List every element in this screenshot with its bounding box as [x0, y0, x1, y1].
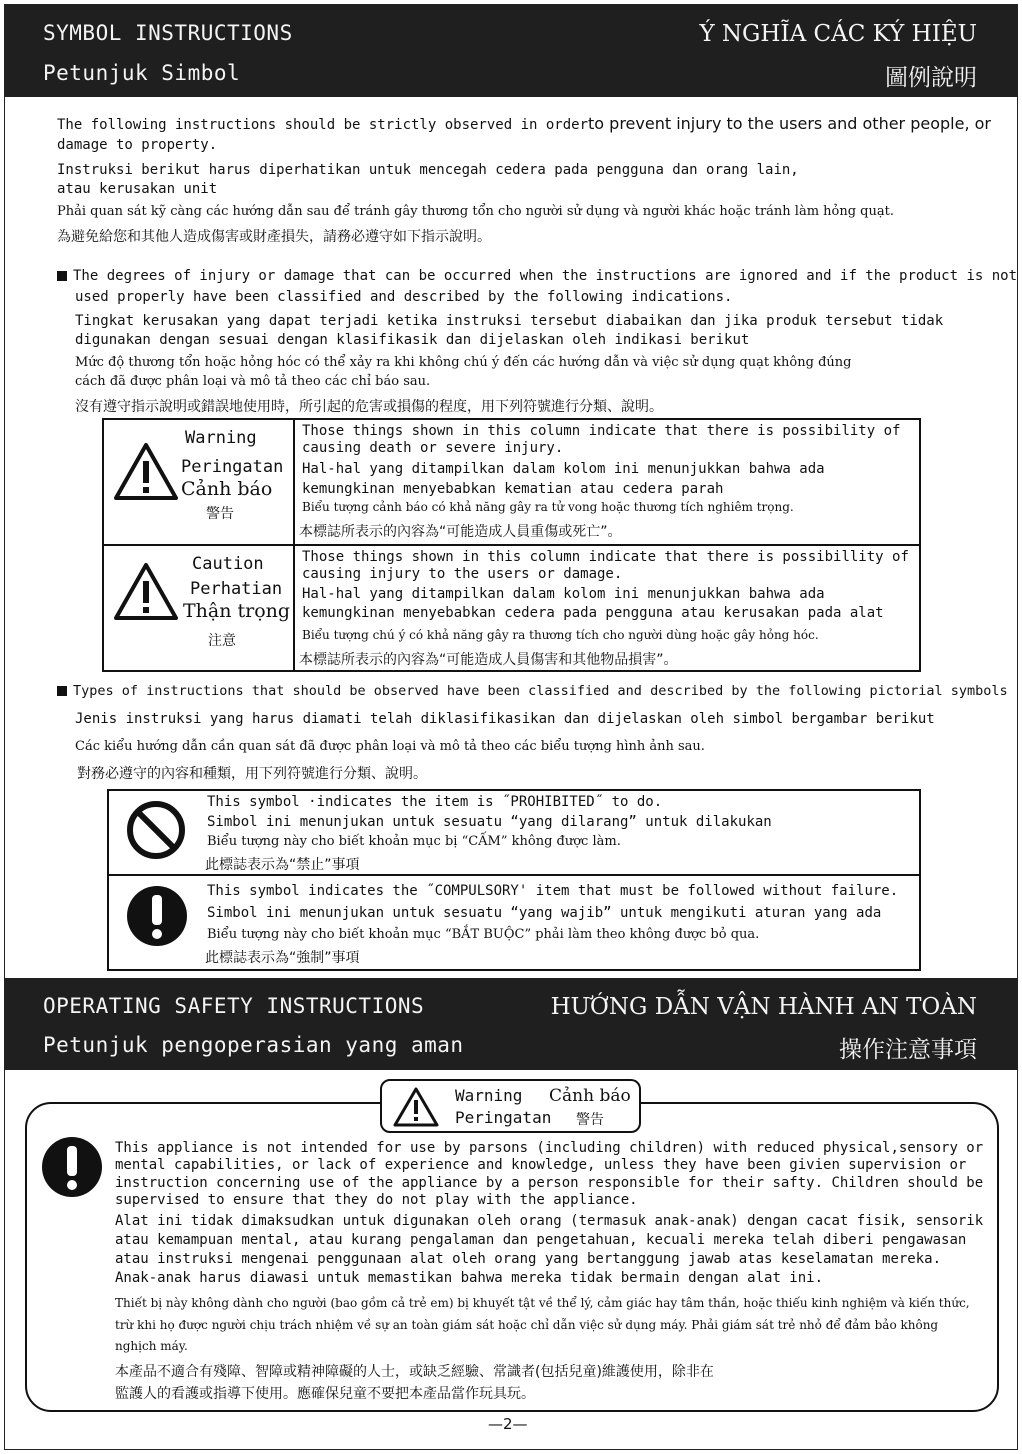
compulsory-id-line1: Simbol ini menunjukan untuk sesuatu “yang wajib” untuk mengikuti aturan yang ada: [207, 905, 882, 921]
warning-desc-zh-line1: 本標誌所表示的內容為“可能造成人員重傷或死亡”。: [299, 524, 622, 540]
header-title-en: SYMBOL INSTRUCTIONS: [43, 21, 293, 45]
header2-title-en: OPERATING SAFETY INSTRUCTIONS: [43, 994, 425, 1018]
caution-desc-en-line1: Those things shown in this column indicate that there is possibillity of: [302, 549, 909, 565]
intro-id-line2: atau kerusakan unit: [57, 181, 218, 197]
header-title-id: Petunjuk Simbol: [43, 61, 241, 85]
header2-title-id: Petunjuk pengoperasian yang aman: [43, 1033, 464, 1057]
safety-vi-line1: Thiết bị này không dành cho người (bao gồm cả trẻ em) bị khuyết tật về thể lý, cảm giác hay tâm thần, hoặc thiếu kinh nghiệm và kiến thức,: [115, 1296, 970, 1310]
safety-zh-line1: 本產品不適合有殘障、智障或精神障礙的人士，或缺乏經驗、常識者(包括兒童)維護使用，除非在: [115, 1364, 714, 1380]
warning-triangle-icon: [113, 441, 179, 501]
prohibited-en-line1: This symbol ·indicates the item is ˝PROHIBITED˝ to do.: [207, 794, 663, 810]
degrees-id-line2: digunakan dengan sesuai dengan klasifikasik dan dijelaskan oleh indikasi berikut: [75, 332, 750, 348]
types-vi-line1: Các kiểu hướng dẫn cần quan sát đã được phân loại và mô tả theo các biểu tượng hình ảnh sau.: [75, 739, 705, 754]
caution-label-id: Perhatian: [190, 579, 283, 599]
safety-id-line4: Anak-anak harus diawasi untuk memastikan bahwa mereka tidak bermain dengan alat ini.: [115, 1270, 824, 1286]
safety-en-line2: mental capabilities, or lack of experience and knowledge, unless they have been givien supervision or: [115, 1157, 967, 1173]
warning-tab-vi: Cảnh báo: [549, 1086, 631, 1106]
degrees-en-text1: The degrees of injury or damage that can be occurred when the instructions are ignored and if the product is not: [73, 268, 1018, 284]
header-title-vi: Ý NGHĨA CÁC KÝ HIỆU: [699, 21, 977, 47]
section-header-symbol-instructions: [5, 5, 1017, 97]
caution-desc-en-line2: causing injury to the users or damage.: [302, 566, 623, 582]
warning-desc-id-line1: Hal-hal yang ditampilkan dalam kolom ini menunjukkan bahwa ada: [302, 461, 825, 477]
page-number: —2—: [488, 1415, 528, 1433]
warning-tab-id: Peringatan: [455, 1108, 552, 1127]
table-divider: [102, 544, 921, 546]
caution-label-en: Caution: [192, 554, 264, 574]
bullet-square-icon: [57, 686, 67, 696]
degrees-vi-line2: cách đã được phân loại và mô tả theo các chỉ báo sau.: [75, 374, 431, 389]
intro-en-line1b: to prevent injury to the users and other people, or: [588, 114, 991, 133]
compulsory-icon: [41, 1136, 103, 1198]
safety-id-line3: atau instruksi mengenai penggunaan alat oleh orang yang bertanggung jawab atas keselamatan mereka.: [115, 1251, 942, 1267]
compulsory-icon: [126, 885, 188, 947]
degrees-vi-line1: Mức độ thương tổn hoặc hỏng hóc có thể xảy ra khi không chú ý đến các hướng dẫn và việc sử dụng quạt không đúng: [75, 355, 852, 370]
warning-label-zh: 警告: [206, 506, 234, 522]
prohibited-zh-line1: 此標誌表示為“禁止”事項: [205, 857, 360, 873]
compulsory-zh-line1: 此標誌表示為“強制”事項: [205, 950, 360, 966]
types-id-line1: Jenis instruksi yang harus diamati telah diklasifikasikan dan dijelaskan oleh simbol bergambar berikut: [75, 711, 935, 727]
degrees-zh-line1: 沒有遵守指示說明或錯誤地使用時，所引起的危害或損傷的程度，用下列符號進行分類、說明。: [75, 399, 663, 415]
warning-label-en: Warning: [185, 428, 257, 448]
prohibited-icon: [125, 799, 187, 861]
prohibited-id-line1: Simbol ini menunjukan untuk sesuatu “yang dilarang” untuk dilakukan: [207, 814, 772, 830]
safety-en-line3: instruction concerning use of the appliance by a person responsible for their safty. Children should be: [115, 1175, 984, 1191]
warning-desc-vi-line1: Biểu tượng cảnh báo có khả năng gây ra tử vong hoặc thương tích nghiêm trọng.: [302, 500, 794, 514]
intro-en-line1a: The following instructions should be strictly observed in order: [57, 117, 589, 133]
safety-id-line2: atau kemampuan mental, atau kurang pengalaman dan pengetahuan, kecuali mereka telah diberi pengawasan: [115, 1232, 967, 1248]
warning-desc-id-line2: kemungkinan menyebabkan kematian atau cedera parah: [302, 481, 724, 497]
caution-triangle-icon: [113, 561, 179, 621]
symbols-table-divider: [107, 874, 921, 876]
intro-en-line1: [57, 114, 991, 133]
degrees-id-line1: Tingkat kerusakan yang dapat terjadi ketika instruksi tersebut diabaikan dan jika produk tersebut tidak: [75, 313, 944, 329]
intro-vi-line1: Phải quan sát kỹ càng các hướng dẫn sau để tránh gây thương tổn cho người sử dụng và người khác hoặc tránh làm hỏng quạt.: [57, 204, 894, 219]
warning-label-vi: Cảnh báo: [181, 478, 273, 500]
intro-en-line2: damage to property.: [57, 137, 218, 153]
compulsory-vi-line1: Biểu tượng này cho biết khoản mục “BẮT BUỘC” phải làm theo không được bỏ qua.: [207, 927, 760, 942]
warning-tab-triangle-icon: [392, 1086, 440, 1128]
safety-vi-line2: trừ khi họ được người chịu trách nhiệm về sự an toàn giám sát hoặc chỉ dẫn việc sử dụng máy. Phải giám sát trẻ nhỏ để đảm bảo không: [115, 1318, 939, 1332]
section-header-operating-safety: [5, 978, 1017, 1070]
header2-title-vi: HƯỚNG DẪN VẬN HÀNH AN TOÀN: [550, 994, 977, 1020]
types-en-line1: [57, 683, 1008, 699]
caution-label-zh: 注意: [208, 633, 236, 649]
warning-desc-en-line1: Those things shown in this column indicate that there is possibility of: [302, 423, 901, 439]
warning-tab-en: Warning: [455, 1086, 523, 1105]
warning-desc-en-line2: causing death or severe injury.: [302, 440, 564, 456]
safety-vi-line3: nghịch máy.: [115, 1339, 188, 1353]
degrees-en-line2: used properly have been classified and described by the following indications.: [75, 289, 733, 305]
caution-desc-id-line2: kemungkinan menyebabkan cedera pada pengguna atau kerusakan pada alat: [302, 605, 884, 621]
warning-tab: [380, 1079, 641, 1133]
intro-zh-line1: 為避免給您和其他人造成傷害或財產損失，請務必遵守如下指示說明。: [57, 229, 491, 245]
compulsory-en-line1: This symbol indicates the ˝COMPULSORY' item that must be followed without failure.: [207, 883, 899, 899]
safety-id-line1: Alat ini tidak dimaksudkan untuk digunakan oleh orang (termasuk anak-anak) dengan cacat fisik, sensorik: [115, 1213, 984, 1229]
safety-en-line1: This appliance is not intended for use by parsons (including children) with reduced physical,sensory or: [115, 1140, 984, 1156]
warning-label-id: Peringatan: [181, 457, 284, 477]
bullet-square-icon: [57, 271, 67, 281]
prohibited-vi-line1: Biểu tượng này cho biết khoản mục bị “CẤM” không được làm.: [207, 834, 621, 849]
caution-desc-vi-line1: Biểu tượng chú ý có khả năng gây ra thương tích cho người dùng hoặc gây hỏng hóc.: [302, 628, 819, 642]
caution-desc-zh-line1: 本標誌所表示的內容為“可能造成人員傷害和其他物品損害”。: [299, 652, 678, 668]
types-en-text1: Types of instructions that should be observed have been classified and described by the following pictorial symbols: [73, 683, 1008, 699]
caution-desc-id-line1: Hal-hal yang ditampilkan dalam kolom ini menunjukkan bahwa ada: [302, 586, 825, 602]
types-zh-line1: 對務必遵守的內容和種類，用下列符號進行分類、說明。: [77, 766, 427, 782]
safety-zh-line2: 監護人的看護或指導下使用。應確保兒童不要把本產品當作玩具玩。: [115, 1386, 535, 1402]
header2-title-zh: 操作注意事項: [839, 1037, 977, 1063]
header-title-zh: 圖例說明: [885, 65, 977, 91]
warning-tab-zh: 警告: [576, 1112, 604, 1128]
caution-label-vi: Thận trọng: [183, 600, 291, 622]
safety-en-line4: supervised to ensure that they do not play with the appliance.: [115, 1192, 638, 1208]
table-column-divider: [293, 418, 295, 672]
degrees-en-line1: [57, 268, 1017, 284]
intro-id-line1: Instruksi berikut harus diperhatikan untuk mencegah cedera pada pengguna dan orang lain,: [57, 162, 799, 178]
